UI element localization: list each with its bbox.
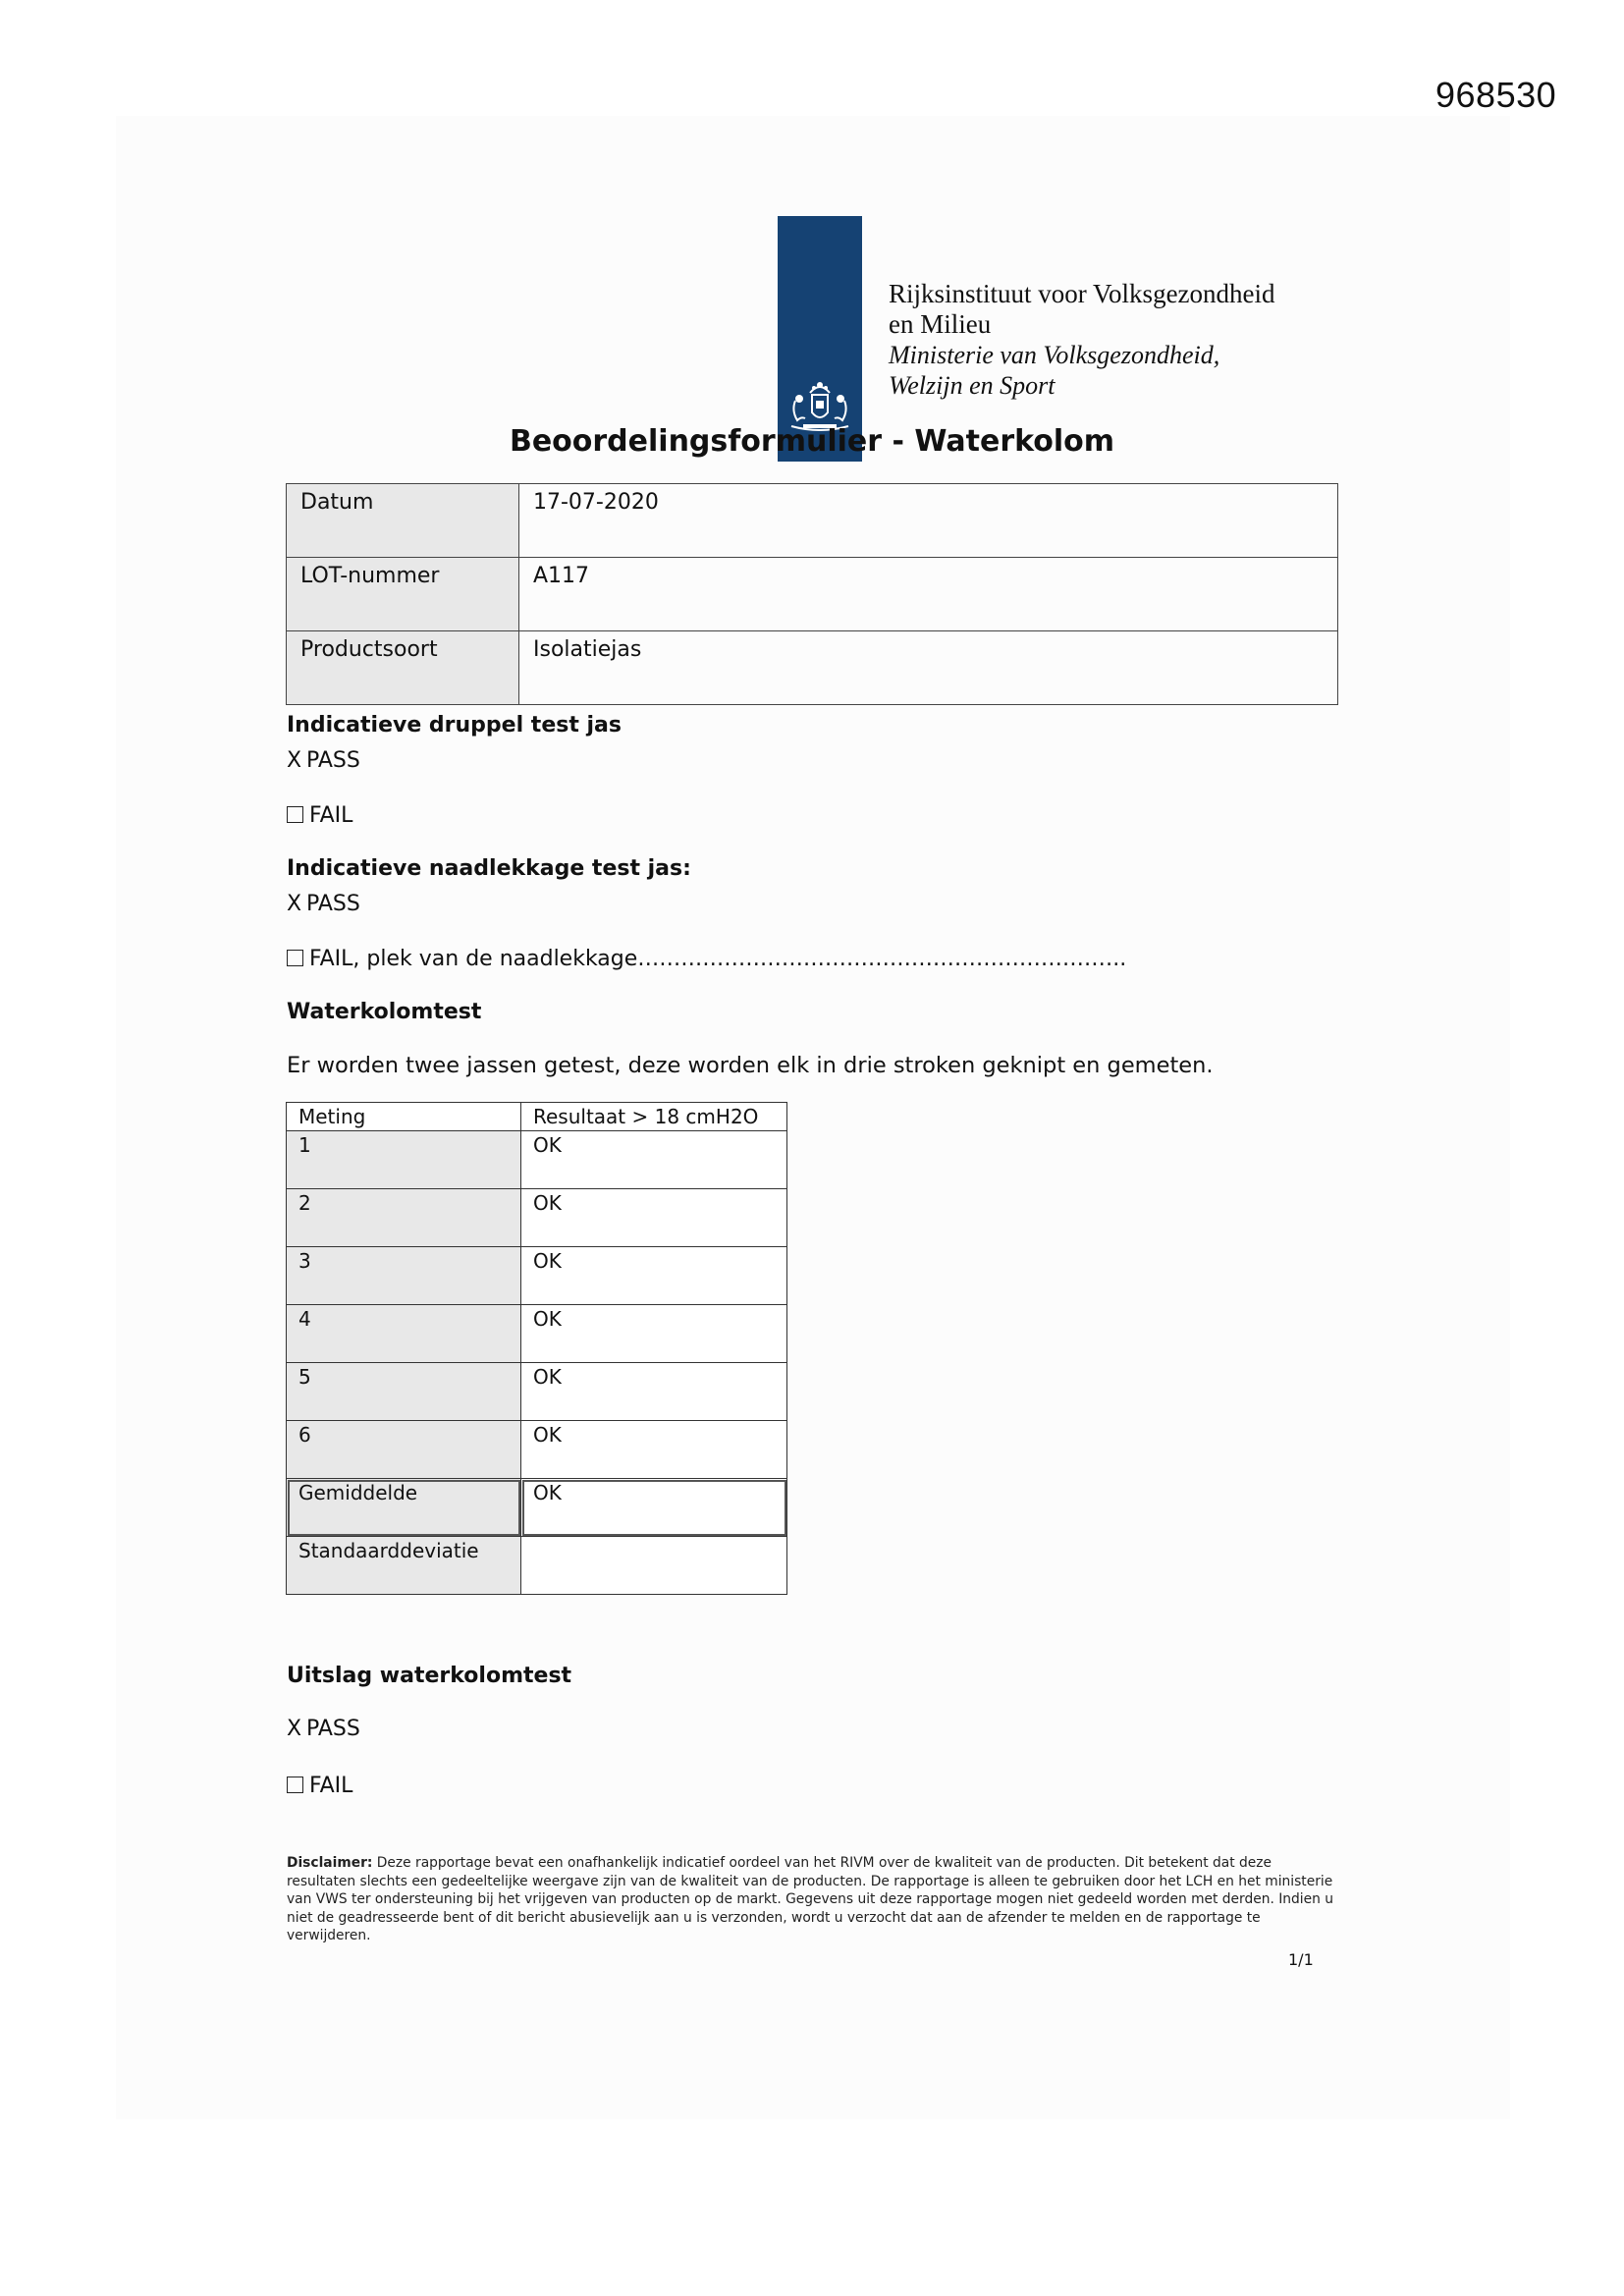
druppel-fail-option[interactable] [287, 803, 352, 828]
uitslag-pass-option[interactable] [287, 1717, 360, 1741]
document-number: 968530 [1435, 75, 1557, 115]
druppel-test-heading: Indicatieve druppel test jas [287, 713, 622, 738]
stdev-value [521, 1537, 787, 1595]
gemiddelde-value: OK [521, 1479, 787, 1537]
meting-cell: 5 [287, 1363, 521, 1421]
empty-checkbox-icon[interactable] [287, 950, 303, 966]
column-header-resultaat: Resultaat > 18 cmH2O [521, 1103, 787, 1131]
uitslag-heading: Uitslag waterkolomtest [287, 1664, 572, 1688]
disclaimer [287, 1854, 1339, 1945]
info-label: LOT-nummer [287, 558, 519, 631]
meting-cell: 4 [287, 1305, 521, 1363]
page-indicator: 1/1 [1288, 1950, 1314, 1969]
measurement-table [286, 1102, 787, 1595]
organisation-name [889, 279, 1275, 401]
disclaimer-label: Disclaimer: [287, 1855, 373, 1871]
check-mark-icon: X [287, 892, 302, 916]
table-row [287, 1247, 787, 1305]
info-value: Isolatiejas [519, 631, 1338, 705]
table-row [287, 1131, 787, 1189]
disclaimer-text: Deze rapportage bevat een onafhankelijk indicatief oordeel van het RIVM over de kwaliteit van de producten. Dit betekent dat deze resultaten slechts een gedeeltelijke weergave zijn van de kwaliteit van de producten. De rapportage is alleen te gebruiken door het LCH en het ministerie van VWS ter ondersteuning bij het vrijgeven van producten op de markt. Gegevens uit deze rapportage mogen niet gedeeld worden met derden. Indien u niet de geadresseerde bent of dit bericht abusievelijk aan u is verzonden, wordt u verzocht dat aan de afzender te melden en de rapportage te verwijderen. [287, 1855, 1334, 1943]
info-value: 17-07-2020 [519, 484, 1338, 558]
pass-label: PASS [306, 748, 360, 773]
meting-cell: 3 [287, 1247, 521, 1305]
naadlekkage-pass-option[interactable] [287, 892, 360, 916]
table-row [287, 1189, 787, 1247]
resultaat-cell: OK [521, 1363, 787, 1421]
fail-label: FAIL [309, 1774, 353, 1798]
naadlekkage-fail-option[interactable] [287, 947, 1126, 971]
fail-label: FAIL [309, 803, 353, 828]
naadlekkage-test-heading: Indicatieve naadlekkage test jas: [287, 856, 691, 881]
gemiddelde-label: Gemiddelde [287, 1479, 521, 1537]
empty-checkbox-icon[interactable] [287, 1777, 303, 1793]
pass-label: PASS [306, 892, 360, 916]
info-table [286, 483, 1338, 705]
resultaat-cell: OK [521, 1189, 787, 1247]
check-mark-icon: X [287, 1717, 302, 1741]
org-line-1: Rijksinstituut voor Volksgezondheid [889, 279, 1275, 308]
druppel-pass-option[interactable] [287, 748, 360, 773]
stdev-label: Standaarddeviatie [287, 1537, 521, 1595]
empty-checkbox-icon[interactable] [287, 806, 303, 823]
waterkolom-description: Er worden twee jassen getest, deze worden elk in drie stroken geknipt en gemeten. [287, 1053, 1214, 1078]
info-row [287, 484, 1338, 558]
table-row [287, 1363, 787, 1421]
meting-cell: 1 [287, 1131, 521, 1189]
info-row [287, 631, 1338, 705]
info-value: A117 [519, 558, 1338, 631]
average-row [287, 1479, 787, 1537]
resultaat-cell: OK [521, 1305, 787, 1363]
fail-label: FAIL, plek van de naadlekkage………………………………………………………….. [309, 947, 1127, 971]
column-header-meting: Meting [287, 1103, 521, 1131]
ministry-line-2: Welzijn en Sport [889, 371, 1056, 400]
document-title: Beoordelingsformulier - Waterkolom [509, 424, 1115, 459]
table-header-row [287, 1103, 787, 1131]
resultaat-cell: OK [521, 1131, 787, 1189]
check-mark-icon: X [287, 748, 302, 773]
stdev-row [287, 1537, 787, 1595]
pass-label: PASS [306, 1717, 360, 1741]
meting-cell: 6 [287, 1421, 521, 1479]
meting-cell: 2 [287, 1189, 521, 1247]
resultaat-cell: OK [521, 1247, 787, 1305]
waterkolom-heading: Waterkolomtest [287, 1000, 482, 1024]
info-row [287, 558, 1338, 631]
info-label: Productsoort [287, 631, 519, 705]
org-line-2: en Milieu [889, 309, 992, 339]
table-row [287, 1421, 787, 1479]
rijksoverheid-logo [778, 216, 862, 462]
table-row [287, 1305, 787, 1363]
uitslag-fail-option[interactable] [287, 1774, 352, 1798]
resultaat-cell: OK [521, 1421, 787, 1479]
ministry-line-1: Ministerie van Volksgezondheid, [889, 341, 1220, 369]
info-label: Datum [287, 484, 519, 558]
coat-of-arms-icon [784, 371, 856, 440]
